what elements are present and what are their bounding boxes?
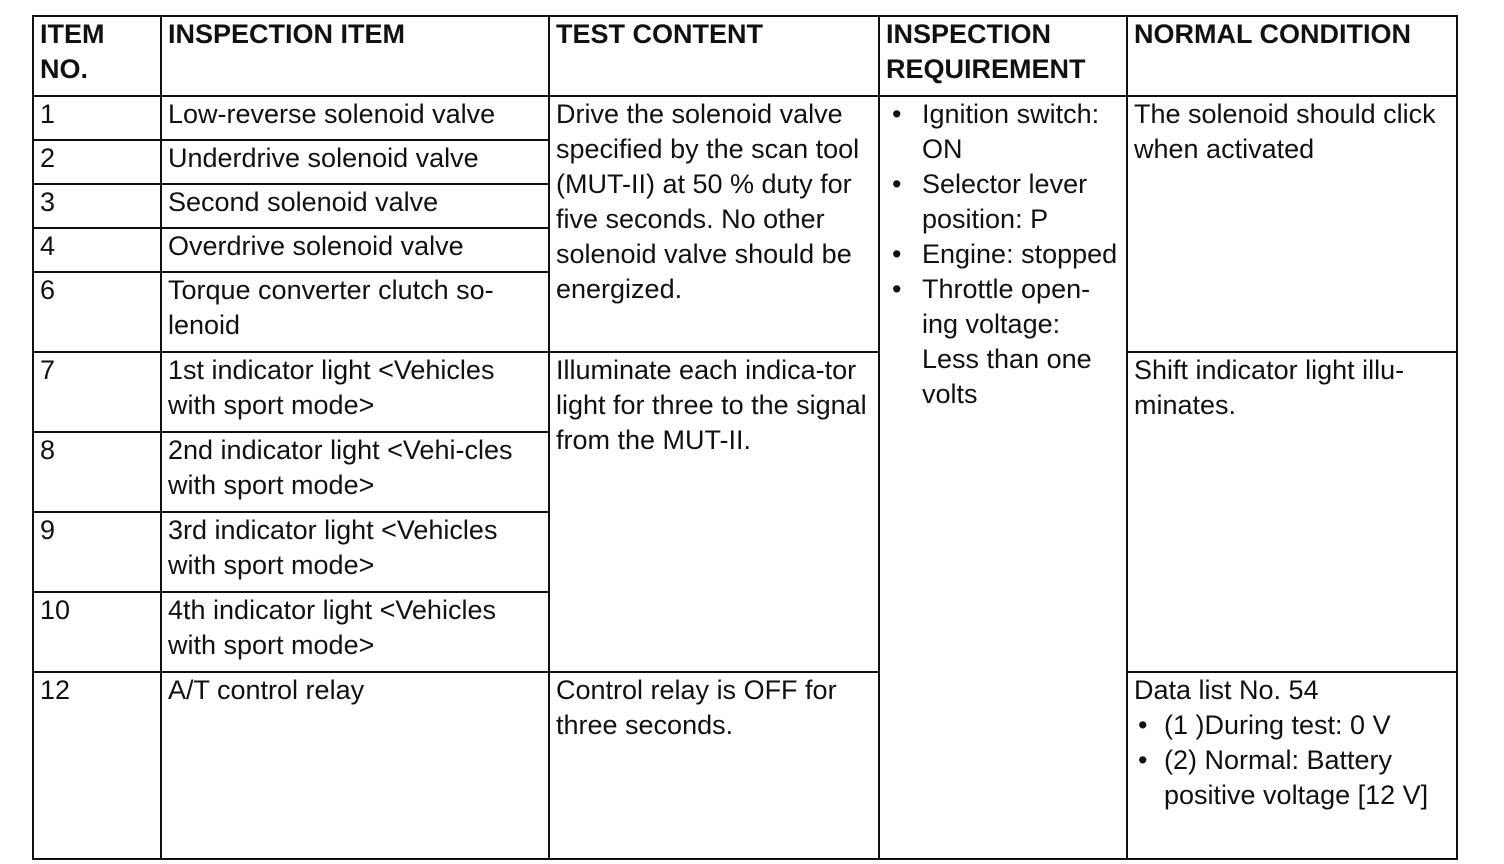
item-no-cell: 9 (33, 512, 161, 592)
item-no-cell: 3 (33, 184, 161, 228)
item-no-cell: 4 (33, 228, 161, 272)
header-normal-condition: NORMAL CONDITION (1127, 16, 1457, 96)
data-list-title: Data list No. 54 (1134, 675, 1319, 705)
test-content-solenoids: Drive the solenoid valve specified by the scan tool (MUT-II) at 50 % duty for five seconds. No other solenoid valve should be energized. (549, 96, 879, 352)
table-row (33, 352, 1457, 432)
data-list-items (1134, 708, 1450, 813)
table-row (33, 96, 1457, 140)
header-row (33, 16, 1457, 96)
test-content-indicators: Illuminate each indica-tor light for three to the signal from the MUT-II. (549, 352, 879, 672)
inspection-item-cell: 1st indicator light <Vehicles with sport mode> (161, 352, 549, 432)
inspection-item-cell: A/T control relay (161, 672, 549, 859)
header-inspection-item: INSPECTION ITEM (161, 16, 549, 96)
inspection-item-cell: Second solenoid valve (161, 184, 549, 228)
inspection-item-cell: 4th indicator light <Vehicles with sport mode> (161, 592, 549, 672)
normal-condition-indicators: Shift indicator light illu-minates. (1127, 352, 1457, 672)
item-no-cell: 10 (33, 592, 161, 672)
requirement-list (886, 97, 1120, 412)
inspection-item-cell: Torque converter clutch so-lenoid (161, 272, 549, 352)
header-item-no: ITEM NO. (33, 16, 161, 96)
item-no-cell: 1 (33, 96, 161, 140)
item-no-cell: 7 (33, 352, 161, 432)
normal-condition-relay (1127, 672, 1457, 859)
requirement-item: • Throttle open-ing voltage: Less than one volts (922, 272, 1120, 412)
item-no-cell: 8 (33, 432, 161, 512)
normal-condition-solenoids: The solenoid should click when activated (1127, 96, 1457, 352)
inspection-requirement-cell (879, 96, 1127, 859)
item-no-cell: 12 (33, 672, 161, 859)
header-test-content: TEST CONTENT (549, 16, 879, 96)
inspection-item-cell: Underdrive solenoid valve (161, 140, 549, 184)
table-row (33, 672, 1457, 859)
item-no-cell: 2 (33, 140, 161, 184)
data-list-item: • (1 )During test: 0 V (1164, 708, 1450, 743)
requirement-item: • Selector lever position: P (922, 167, 1120, 237)
data-list-item: • (2) Normal: Battery positive voltage [12 V] (1164, 743, 1450, 813)
header-inspection-requirement: INSPECTION REQUIREMENT (879, 16, 1127, 96)
inspection-item-cell: Low-reverse solenoid valve (161, 96, 549, 140)
test-content-relay: Control relay is OFF for three seconds. (549, 672, 879, 859)
inspection-item-cell: Overdrive solenoid valve (161, 228, 549, 272)
inspection-item-cell: 2nd indicator light <Vehi-cles with sport mode> (161, 432, 549, 512)
requirement-item: • Ignition switch: ON (922, 97, 1120, 167)
requirement-item: • Engine: stopped (922, 237, 1120, 272)
item-no-cell: 6 (33, 272, 161, 352)
inspection-table (32, 15, 1458, 860)
inspection-item-cell: 3rd indicator light <Vehicles with sport mode> (161, 512, 549, 592)
